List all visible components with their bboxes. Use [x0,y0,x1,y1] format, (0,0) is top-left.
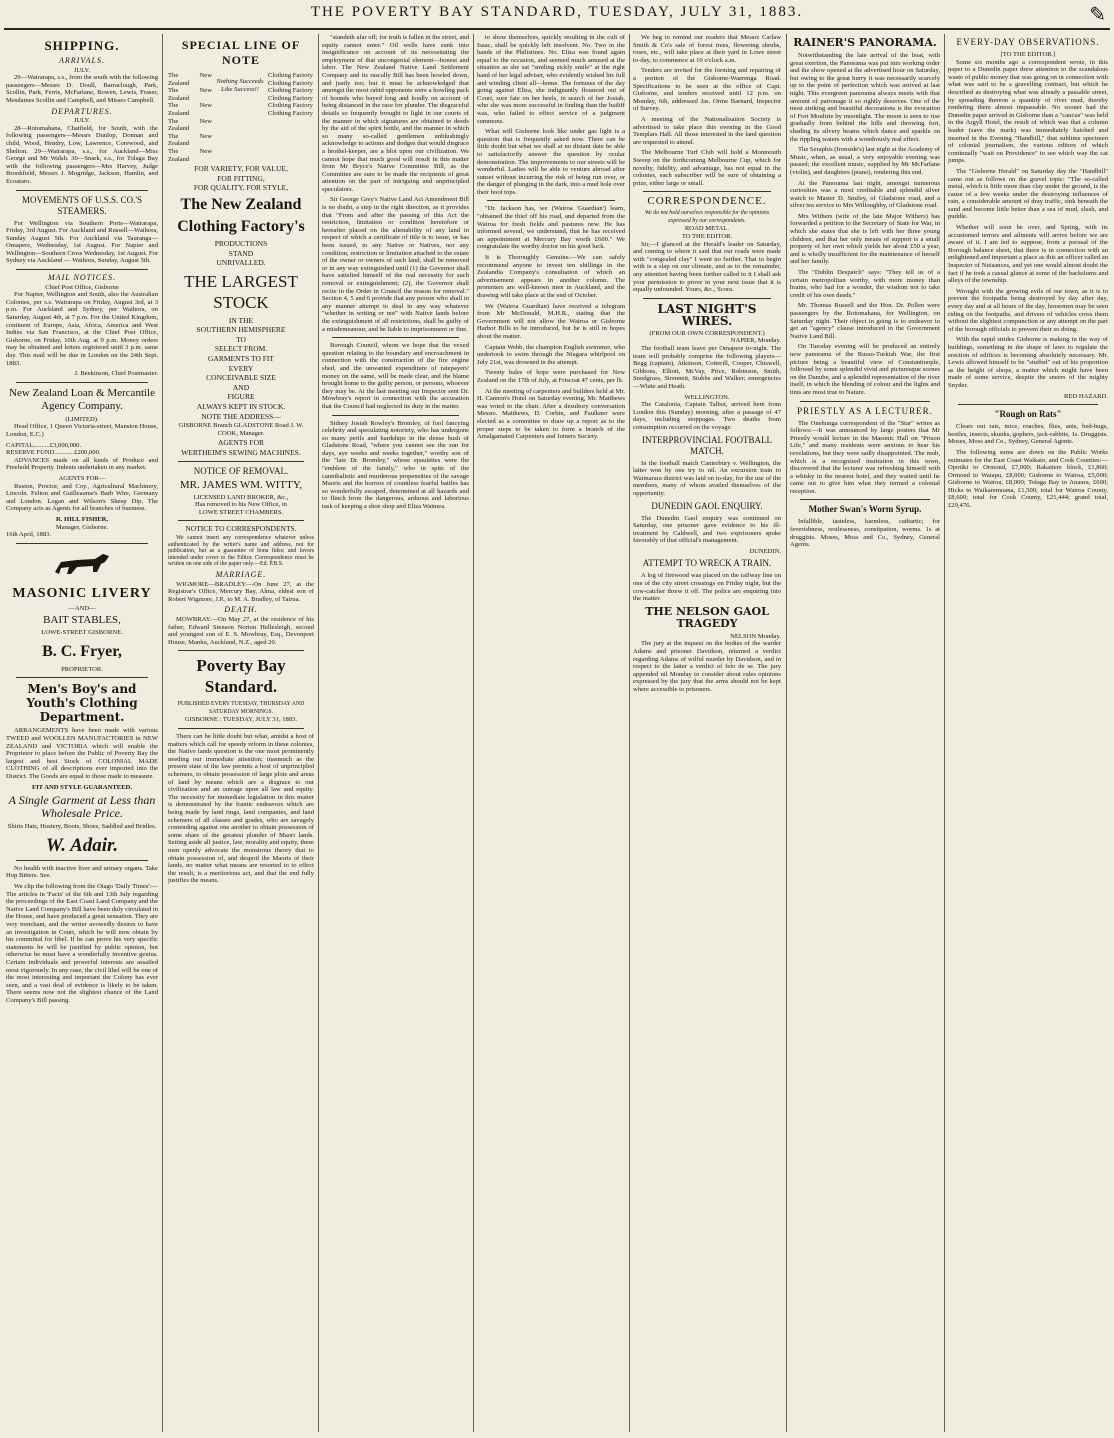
cf-label: Clothing Factory [268,94,313,102]
divider [16,860,148,861]
own-correspondent: (FROM OUR OWN CORRESPONDENT.) [649,329,765,337]
note-address: NOTE THE ADDRESS— [201,411,281,421]
mail-heading: MAIL NOTICES. [48,273,116,283]
column-3 [322,34,469,1432]
wires-heading: LAST NIGHT'S WIRES. [657,301,757,328]
article-text: Captain Webb, the champion English swimmer, who undertook to swim through the Niagara whirlpool on July 21st, was drowned in the attempt. [477,343,625,366]
southern-line: SOUTHERN HEMISPHERE [196,325,286,335]
divider [487,200,615,201]
signature: RED HAZARD. [1064,392,1108,400]
standard-heading: Poverty Bay Standard. [196,656,286,697]
column-divider [318,34,319,1432]
article-text: Tenders are invited for the forming and repairing of a portion of the Gisborne-Waerenga Road. Specifications to be seen at the office of Capt. Gisborne, and tenders received until 12 p.m. on Monday, 6th, addressed Jas. Orme Barnard, Inspector of Survey. [633,67,781,113]
divider [332,337,459,338]
fit-style: FIT AND STYLE GUARANTEED. [32,783,132,791]
correspondence-heading: CORRESPONDENCE. [647,195,767,208]
worm-syrup-text: Infallible, tasteless, harmless, cathartic; for feverishness, restlessness, constipation, worms. 1s at druggists. Moses, Moss and Co., Sydney, General Agents. [790,518,940,549]
arrivals-text: 29—Wairarapa, s.s., from the south with the following passengers—Messrs D. Doull, Barraclough, Park, Scollin, Park, Ferris, McFarlane, Bowen, Lewis, Fraser, Mesdames Scollin and Campbell, and Misses Campbell. [6,74,158,104]
month-label: JULY. [73,66,91,74]
published-line: PUBLISHED EVERY TUESDAY, THURSDAY AND SATURDAY MORNINGS. [177,701,305,715]
dateline: GISBORNE : TUESDAY, JULY 31, 1883. [184,716,298,724]
rough-on-rats-text: Clears out rats, mice, roaches, flies, ants, bed-bugs, beetles, insects, skunks, gophers, jack-rabbits, 1s. Druggists. Moses, Moss and Co., Sydney, General Agents. [948,423,1108,446]
napier-dateline: NAPIER, Monday. [730,337,781,345]
dunedin-heading: DUNEDIN GAOL ENQUIRY. [651,500,763,511]
stand-line: STAND [228,248,254,258]
cf-label: Clothing Factory [268,109,313,117]
column-6 [790,34,940,1432]
priestly-heading: PRIESTLY AS A LECTURER. [797,405,933,416]
cf-label: Clothing Factory [268,79,313,87]
divider [16,382,148,383]
divider [16,677,148,678]
ad-date: 16th April, 1883. [6,531,52,539]
lowe-street: LOWE-STREET GISBORNE. [41,629,123,637]
worm-syrup-heading: Mother Swan's Worm Syrup. [808,504,922,515]
capital-line: CAPITAL..........£3,000,000. [6,441,82,449]
reserve-line: RESERVE FUND............£200,000. [6,449,101,457]
rough-on-rats-heading: "Rough on Rats" [994,409,1062,420]
lowe-chambers: LOWE STREET CHAMBERS. [198,508,284,516]
nz-label: The New Zealand [168,72,212,87]
newspaper-title: THE POVERTY BAY STANDARD, TUESDAY, JULY 31, 1883. [310,4,804,20]
nelson-dateline: NELSON Monday. [730,632,781,640]
article-text: With the rapid strides Gisborne is making in the way of buildings, something in the shape of laws to regulate the erection of edifices is becoming absolutely necessary. Mr. Lewis allowed himself to be "stuffed" out of his proportion as the height of shops, a matter which might have been made of some service, despite the sneers of the mighty Snyder. [948,336,1108,389]
single-garment: A Single Garment at Less than Wholesale Price. [8,793,156,821]
agents-for: AGENTS FOR [217,438,265,448]
death-text: MOWBRAY.—On May 27, at the residence of his father, Edward Stenson Norton Hellesleigh, second and youngest son of E. S. Mowbray, Esq., Devonport House, Manku, Auckland, N.Z., aged 20. [168,615,314,646]
panorama-heading: RAINER'S PANORAMA. [793,36,937,49]
nothing-succeeds: Nothing Succeeds Like Success!! [216,78,264,93]
divider [643,191,771,192]
divider [16,190,148,191]
leader-text: There can be little doubt but what, amidst a host of matters which call for speedy reform in these colonies, the Native lands question is the one most prominently needing our immediate attention; inasmuch as the present state of the law permits a host of unprincipled schemers, to obtain possession of large plots and areas of land by means which are a disgrace to our civilization and an outrage upon all law and equity. The necessity for immediate legislation in this matter is demonstrated by the frantic endeavors which are being made by land rings, land companies, and land schemers of all classes and grades, who are savagely contending against one another to obtain possession of some share of the greatest plunder of Maori lands. Setting aside all justice, law, morality and equity, these men openly advocate the monstrous theory that to obtain possession of, and despoil the Maoris of their lands, no matter what means are resorted to to effect the result, is a meritorious act, and that the end fully justifies the means. [168,733,314,885]
manager-title: Manager, Gisborne. [55,523,109,531]
garments-line: GARMENTS TO FIT [208,354,274,364]
wertheim: WERTHEIM'S SEWING MACHINES. [181,448,301,457]
article-text: Whether will soon be over, and Spring, with its accustomed terrors and ailments will arrive before we are aware of it. I am led to suppose, from a perusal of the Borough balance sheet, that there is in connection with an enlightened and important a place as this an officer called an Inspector of Nuisances, and yet one would almost doubt the fact if he took a casual glance at some of the backslums and alleys of the township. [948,224,1108,285]
agents-text: Ruston, Proctor, and Coy., Agricultural Machinery, Lincoln. Felton and Guilleaume's Barb Wire, Germany and London. Logan and Wilson's Sheep Dip. The Company acts as Agents for all branches of business. [6,482,158,513]
wreck-heading: ATTEMPT TO WRECK A TRAIN. [642,558,772,569]
marriage-text: WIGMORE—BRADLEY.—On June 27, at the Registrar's Office, Mercury Bay, Alma, eldest son of Robert Wigmore, J.P., to M. A. Bradley, of Tairua. [168,580,314,603]
mail-text: For Napier, Wellington and South, also the Australian Colonies, per s.s. Wairarapa on Friday, August 3rd, at 3 p.m. For Auckland and Sydney, per Waihora, on Saturday, August 4th, at 7 p.m. For the United Kingdom, continent of Europe, Asia, Africa, America and West Indies via San Francisco, at the Chief Post Office, Gisborne, on Friday, 10th Aug. at 9 p.m. Money orders may be obtained and letters registered until 3 p.m. same day. This mail will be due in London on the 24th Sept. 1883. [6,291,158,367]
removed-line: Has removed to his New Office, in [195,501,287,509]
column-1 [6,34,158,1432]
head-office: Head Office, 1 Queen Victoria-street, Mansion House, London, E.C.) [6,423,158,438]
column-5 [633,34,781,1432]
otago-times-text: We clip the following from the Otago 'Daily Times':—The articles in 'Facts' of the 6th and 13th July regarding the proceedings of the East Coast Land Company and the Native Land Company's Bill have been duly circulated in the House, and have produced a great sensation. They are very trenchant, and the writer avowedly desires to have an investigation in Court, which he will now obtain by his committal for libel. If he can prove his very specific statements he will be justified by public opinion, but otherwise he must have a wonderfully inventive genius. Certain individuals and powerful interests are assailed most vigorously. In any case, the civil libel will be one of the most interesting and important the Colony has ever seen, and a vast deal of evidence is likely to be taken. There seems now not the slightest chance of the Land Company's Bill passing. [6,883,158,1004]
variety-line: FOR VARIETY, FOR VALUE, [194,164,288,174]
article-text: "standeth afar off; for truth is fallen in the street, and equity cannot enter." Oil wells have sunk into insignificance on account of its necessitating the employment of that uncongenial element—honest and labor. The New Zealand Native Land Settlement Company and its rascally Bill has been howled down, and justly too; but it must be acknowledged that amongst the most rabid opponents were a howling pack of hounds who bayed long and loudly on account of being distanced in the race for plunder. The disgraceful details so frequently brought to light in our courts of the manner in which signatures are obtained to deeds by the aid of the spirit bottle, and the manner in which so many so-called gentlemen unblushingly acknowledge to actions and dodges that would disgrace a brothel-keeper, are a blot upon our civilization. We cannot hope that much good will result in this matter from Mr Bryce's Native Committee Bill, as the Committee are sure to be made the recipients of great attention on the part of intriguing and unprincipled speculators. [322,34,469,193]
witty-name: MR. JAMES WM. WITTY, [179,478,303,491]
special-line-heading: SPECIAL LINE OF NOTE [181,38,301,67]
productions-line: PRODUCTIONS [214,238,268,248]
article-text: On Tuesday evening will be produced an entirely new panorama of the Russo-Turkish War, the first picture being a beautiful view of Constantinople, followed by some splendid vivid and picturesque scenes on the Danube, and a splendid representation of the river itself, in which the blending of colour and the lights and tints are most true to Nature. [790,343,940,396]
nz-label: The New Zealand [168,87,212,102]
article-text: At the meeting of carpenters and builders held at Mr. H. Cannon's Hotel on Saturday evening, Mr. Matthews was voted to the chair. After a desultory conversation Messrs. Matthews, D. Corbin, and Faulkner were elected as a committee to draw up a report as to the proper steps to be taken to form a branch of the Amalgamated Carpenters and Joiners Society. [477,387,625,441]
wellington-dateline: WELLINGTON. [684,393,730,401]
clothing-factory-heading: Clothing Factory's [177,217,305,235]
proprietor-label: PROPRIETOR. [61,665,103,673]
correspondents-heading: NOTICE TO CORRESPONDENTS. [185,524,297,534]
estimates-text: The following sums are down on the Public Works estimates for the East Coast Waikato, and Cook Counties:—Opotiki to Ormond, £7,000; Rakaitere block, £1,860; Ormond to Waiapu, £8,000; Gisborne to Wairoa, £5,000; Gisborne to Wairoa, £8,000; Tolaga Bay to Anaura, £600; Hicks to Waikaremoana, £1,500; total for Wairoa County, £8,600; total for Cook County, £21,444; grand total, £29,476. [948,448,1108,510]
cf-label: Clothing Factory [268,87,313,95]
column-7 [948,34,1108,1432]
horse-icon [47,550,117,580]
and-line: AND [232,382,250,392]
factory-banner [168,72,314,163]
article-text: The "Dublin Despatch" says: "They tell us of a certain metropolitan worthy, with more money than brains, who had for a wonder, the wisdom not to take credit of his own deeds." [790,269,940,299]
clothing-department-heading: Men's Boy's and Youth's Clothing Department. [26,682,138,725]
article-text: A meeting of the Nationalisation Society is advertised to take place this evening in the Good Templars Hall. All those interested in the land question are requested to attend. [633,115,781,146]
nz-label: The New Zealand [168,147,212,163]
article-text: The "Gisborne Herald" on Saturday day the "Handbill" came out as follows on the gravel topic: "The so-called metal, which is little more than clay under the ground, is the cause of a few weeks under the destroying influences of rain, a considerable amount of dray traffic, sink beneath the sand and become little better than a sea of mud, slush, and puddle. [948,167,1108,221]
column-divider [629,34,630,1432]
unrivalled-line: UNRIVALLED. [216,258,266,268]
nz-label: The New Zealand [168,117,212,133]
shirts-line: Shirts Hats, Hosiery, Boots, Shoes, Saddled and Bridles. [7,823,157,831]
departures-heading: DEPARTURES. [51,106,113,116]
divider [800,401,930,402]
to-line: TO [236,334,246,344]
football-text: In the football match Canterbury v. Wellington, the latter won by one try to nil. An excursion train to Waimarara district was laid on to-day, for the use of the members, many of whom availed themselves of the opportunity. [633,459,781,497]
priestly-text: The Onehunga correspondent of the "Star" writes as follows:—It was announced by large posters that Mr Priestly would lecture in the Masonic Hall on "Prison Life," and many residents were anxious to hear his revelations, but they were sadly disappointed. The mob, which is a recognized institution in this town, discovered that the lecturer was refreshing himself with a whisky in the nearest hotel, and they waited until he came out to give him what they termed a colonial reception. [790,419,940,495]
uss-text: For Wellington via Southern Ports—Wairarapa, Friday, 3rd August. For Auckland and Russell—Waihora, Sunday August 5th. For Auckland via Tauranga—Omapere, Wednesday, 1st August. For Napier and Wellington—Southern Cross Wednesday, 1st August. For Sydney via Auckland — Waihora, Sunday, August 5th. [6,219,158,265]
column-4 [477,34,625,1432]
agents-heading: AGENTS FOR— [58,474,106,482]
month-label: JULY. [73,117,91,125]
and-label: —AND— [68,604,96,612]
removal-heading: NOTICE OF REMOVAL. [193,465,289,476]
nz-label: The New Zealand [168,102,212,117]
quality-line: FOR QUALITY, FOR STYLE, [193,183,289,193]
largest-stock: THE LARGEST STOCK [184,271,298,312]
football-heading: INTERPROVINCIAL FOOTBALL MATCH. [642,434,772,456]
dunedin-text: The Dunedin Gaol enquiry was continued on Saturday, one prisoner gave evidence to his ill-treatment by Caldwell, and two exprisoners spoke favorably of that official's management. [633,514,781,545]
article-text: Borough Council, whom we hope that the vexed question relating to the boundary and encroachment in connection with the construction of the fire engine shed, and the unwanted expenditure of ratepayers' money on the same, will be made clear, and the blame brought home to the guilty person, or persons, whoever they may be. At the last meeting our Inspector sent Dr. Mowbray's report in connection with the accusation that the Council had neglected its duty in the matter. [322,342,469,410]
cf-label: Clothing Factory [268,102,313,110]
nz-heading: The New Zealand [180,195,302,213]
observations-heading: EVERY-DAY OBSERVATIONS. [956,37,1100,47]
wreck-text: A log of firewood was placed on the railway line on one of the city street crossings on Friday night, but the cow-catcher threw it off. The police are enquiring into the matter. [633,572,781,603]
divider [643,298,771,299]
cf-label: Clothing Factory [268,72,313,79]
article-text: Notwithstanding the late arrival of the boat, with great exertion, the Panorama was put into working order and the show opened at the advertised hour on Saturday, but owing to the great hurry it was necessarily scarcely up to the point of perfection which was arrived at last night. This evergreen panorama always meets with that amount of patronage it so rightly deserves. One of the most striking and beautiful decorations is the evocation of Fort Moultrie by moonlight. The moon is seen to rise gradually from behind the hills and throwing fort, shading its silvery beams which dance and sparkle on the rippling waters with a wondrously real effect. [790,52,940,143]
road-metal-text: Sir,—I glanced at the Herald's leader on Saturday, and coming to where it said that our roads were made with "congealed clay" I went no further. That to begin with is a slap on our climate, and as to the remainder, any attention having been further called to it I shall ask your permission to prove in your next issue that it is equally unfounded. Yours, &c., Scora. [633,240,781,294]
always-line: ALWAYS KEPT IN STOCK. [196,402,286,412]
column-divider [162,34,163,1432]
divider [800,499,930,500]
fryer-name: B. C. Fryer, [42,642,122,660]
divider [332,415,459,416]
masthead [0,0,1114,30]
article-text: "Dr. Jackson has, we (Wairoa 'Guardian') learn, "obtained the thief off his road, and departed from the Wairoa for fresh fields and pastures new. He has informed several, we understand, that he has received an appointment at Mercury Bay worth £600." We congratulate the worthy doctor on his good luck. [477,205,625,251]
divider [178,650,304,651]
masthead-rule [4,28,1110,30]
death-heading: DEATH. [224,605,258,615]
manager-name: R. HILL FISHER, [55,515,109,523]
article-text: At the Panorama last night, amongst numerous curiosities was a most creditable and splendid silver watch to Master D. Smiley, of Gladstone road, and a silver tea service to Mrs Willoughby, of Gladstone road. [790,179,940,210]
nelson-heading: THE NELSON GAOL TRAGEDY [645,604,769,630]
shipping-heading: SHIPPING. [44,38,120,53]
divider [178,728,304,729]
page-marker-icon: ✎ [1089,4,1106,26]
column-divider [473,34,474,1432]
loan-company-heading: New Zealand Loan & Mercantile Agency Company. [9,386,155,412]
nz-label: The New Zealand [168,132,212,148]
advances-text: ADVANCES made on all kinds of Produce and Freehold Property. Indents undertaken in any market. [6,456,158,472]
article-text: Some six months ago a correspondent wrote, in this paper to a Dunedin paper drew attention to the scandalous waste of public money that was going on in connection with what was said to be a gravelling contract, but which he described as destroying what was already a passable street, by spreading thereon a quantity of river mud, thereby rendering them almost impassable. No sooner had the Dunedin paper arrived in Gisborne than a "caucus" was held in the Argyll Hotel, the result of which was that a column leader (save the mark) was immediately hatched and inserted in the Evening "Handbill," that sublime specimen of colonial journalism, the various editors of which continually "wait on Providence" to see which way the cat jumps. [948,58,1108,165]
wellington-text: The Catalonia, Captain Talbot, arrived here from London this (Sunday) morning, after a passage of 47 days, including stoppages. Two deaths from consumption occurred on the voyage. [633,401,781,431]
article-text: Mr. Thomas Russell and the Hon. Dr. Pollen were passengers by the Rotomahana, for Wellington, on Saturday night. Their object in going is to endeavor to get an "agency" clause introduced in the Government Native Land Bill. [790,302,940,340]
article-text: The Melbourne Turf Club will hold a Monmouth Sweep on the forthcoming Melbourne Cup, which for novelty, fidelity, and advantage, has not equal in the colonies, each subscriber will be sure of obtaining a prize, either large or small. [633,149,781,187]
divider [178,520,304,521]
masonic-livery: MASONIC LIVERY [12,585,152,601]
article-text: It is Thoroughly Genuine.—We can safely recommend anyone to invest ten shillings in the Zealandia Company's consultation of which an advertisement appears in another column. The promoters are well-known men in Auckland, and the drawing will take place at the end of October. [477,254,625,299]
uss-heading: MOVEMENTS OF U.S.S. CO.'S STEAMERS. [22,194,142,216]
article-text: We (Wairoa Guardian) have received a telegram from Mr McDonald, M.H.R., stating that the Government will not allow the Wairoa or Gisborne Harbor Bills to be introduced, but he is still in hopes about the matter. [477,302,625,340]
in-the-line: IN THE [228,315,254,325]
column-divider [944,34,945,1432]
divider [178,461,304,462]
marriage-heading: MARRIAGE. [215,569,267,579]
article-text: Sir George Grey's Native Land Act Amendment Bill is no doubt, a step in the right direction, as it provides that "From and after the passing of this Act the restriction, limitation or condition heretofore or hereafter placed on the alienability of any land in respect of which a certificate of title is to issue, or has been issued, to any Native or Natives, nor any condition, restriction or limitation attached to the estate of the owner or owners of such land, shall be removed or in any way extinguished until (1) the Governor shall have satisfied himself of the real necessity for such removal or extinguishment; (2), the Governor shall recite in the Order in Council the reason for removal." Section 4, 5 and 6 provide that any person who shall in any manner attempt to deal in any way whatever "whether in writing or not" with Native lands before the extinguishment of all restrictions, shall be guilty of a misdemeanour, and be liable to imprisonment or fine. [322,196,469,333]
column-divider [786,34,787,1432]
select-line: SELECT FROM. [214,344,268,354]
conceivable-line: CONCEIVABLE SIZE [206,373,276,383]
article-text: Sidney Josiah Rowley's Bromley, of fool fancying celebrity and speculating notoriety, who has undergone so many perils and hardships in the dense bush of Gladstone Road, "where you cannot see the sun for days, aye weeks and weeks together," worthy son of the "late Dr. Bromley," whose epaulettes were the "emblem of the family," who in spite of the cannibalistic and murderous propensities of the savage Maoris and the horrors of countless fearful battles has so wonderfully escaped, determined at all hazards and to flinch from the dangerous, arduous and laborious task of keeping a shoe shop and Eliza Waimea. [322,419,469,511]
mail-subheading: Chief Post Office, Gisborne [45,283,119,291]
hop-bitters: No health with inactive liver and urinary organs. Take Hop Bitters. See. [6,864,158,880]
article-text: We beg to remind our readers that Messrs Carlaw Smith & Co's sale of forest trees, flowering shrubs, roses, etc., will take place at their yard in Lowe street to-day, to commence at 10 o'clock a.m. [633,34,781,64]
figure-line: FIGURE [227,392,255,402]
to-editor: TO THE EDITOR. [681,233,733,241]
article-text: What will Gisborne look like under gas light is a question that is frequently asked now. There can be little doubt but what we shall at no distant date be able to satisfactorily answer the question by ocular demonstration. The improvements to our streets will be wonderful. Ladies will be able to venture abroad after sunset without incurring the risk of being run over, or the danger of plunging in the dark, into a mud hole over their boot tops. [477,128,625,196]
article-text: Wrought with the growing evils of our town, as it is to prevent the footpaths being destroyed by day after day, every day and at all hours of the day, horsemen may be seen riding on the footpaths, and drivers of vehicles cross them without the slightest compunction or any attempt on the part of the borough officials to prevent their so doing. [948,287,1108,333]
arrivals-heading: ARRIVALS. [59,56,105,65]
limited-label: (LIMITED). [65,415,99,423]
dunedin-dateline: DUNEDIN. [749,547,781,555]
road-metal-heading: ROAD METAL. [684,225,730,233]
correspondence-note: We do not hold ourselves responsible for the opinions expressed by our correspondents. [644,210,770,224]
to-editor: [TO THE EDITOR.] [1000,51,1056,58]
nelson-text: The jury at the inquest on the bodies of the warder Adams and prisoner Davidson, returned a verdict regarding Adams of wilful murder by Davidson, and in respect to the latter a verdict of felo de se. The jury appended nil Monday to consider about rules opinions expressed by the jury that the arms should not be kept where accessible to prisoners. [633,640,781,693]
correspondents-text: We cannot insert any correspondence whatever unless authenticated by the writer's name and address, not for publication, but as a guarantee of bona fides; and favors intended under cover to the Editor. Correspondence must be written on one side of the paper only.—Ed. P.B.S. [168,534,314,568]
departures-text: 28—Rotomahana, Chatfield, for South, with the following passengers—Messrs Dunlop, Donnan and child, Wood, Hendry, Low, Lawrence, Corewood, and Shelton. 29—Wairarapa, s.s., for Auckland—Miss George and Mr Walsh. 30—Snark, s.s., for Tolaga Bay with the following passengers—Mrs Harvey, Judge Brookfield, Messrs J. Mogridge, Jackson, Hamlin, and Ecoataro. [6,124,158,185]
divider [16,269,148,270]
divider [16,543,148,544]
article-text: Mrs Withers (wife of the late Major Withers) has forwarded a petition to the Secretary of State for War, in which she states that she is left with her three young children, and that her only means of support is a small property of her own which yields her about £50 a year, and is wholly insufficient for the maintenance of herself and her family. [790,212,940,266]
gisborne-branch: GISBORNE Branch GLADSTONE Road J. W. COOK, Manager. [178,422,304,437]
every-line: EVERY [228,363,254,373]
licensed-broker: LICENSED LAND BROKER, &c., [193,493,289,501]
column-2 [168,34,314,1432]
napier-text: The football team leave per Omapere to-night. The team will probably comprise the following players—Begg (captain), Atkinson, Cotterill, Cooper, Chiswell, Gibbons, Elliott, McVay, Price, Robinson, Smith, Snodgrass, Strennett, Stubbs and Walker; emergencies—White and Heath. [633,345,781,390]
article-text: The Seraphis (Ironside's) last night at the Academy of Music, when, as usual, a very enjoyable evening was passed; the excellent music, supplied by Mr McFarlane (violin), and daughters (piano), rendering this end. [790,146,940,176]
article-text: to show themselves, quickly resulting in the cult of Isaac, shall be quickly left insolvent. No. Two in the hands of the Philistines. No. Eliza was found again equal to the occasion, and seemed much amused at the situation as she sat "smiling sickly smile" at the right hand of her legal adviser, who evidently wished his full and winding client all—home. The fortunes of the day going against Eliza, she indignantly flounced out of Court, sure fate on her heels, in search of her Josiah, who she was more successful in finding than the bailiff was, who failed to effect service of a judgment summons. [477,34,625,125]
mail-signature: J. Beekinson, Chief Postmaster. [74,370,158,378]
article-text: Twenty bales of hops were purchased for New Zealand on the 17th of July, at Friscoat 47 cents, per lb. [477,369,625,384]
adair-name: W. Adair. [45,834,119,856]
clothing-text: ARRANGEMENTS have been made with various TWEED and WOOLLEN MANUFACTORIES in NEW ZEALAND and VICTORIA which will enable the Proprietor to place before the Public of Poverty Bay the largest and best Stock of COLONIAL MADE CLOTHING of all descriptions ever imported into the District. The Goods are equal to those made to measure. [6,727,158,781]
fitting-line: FOR FITTING, [217,173,265,183]
divider [958,404,1098,405]
bait-stables: BAIT STABLES, [43,614,121,627]
